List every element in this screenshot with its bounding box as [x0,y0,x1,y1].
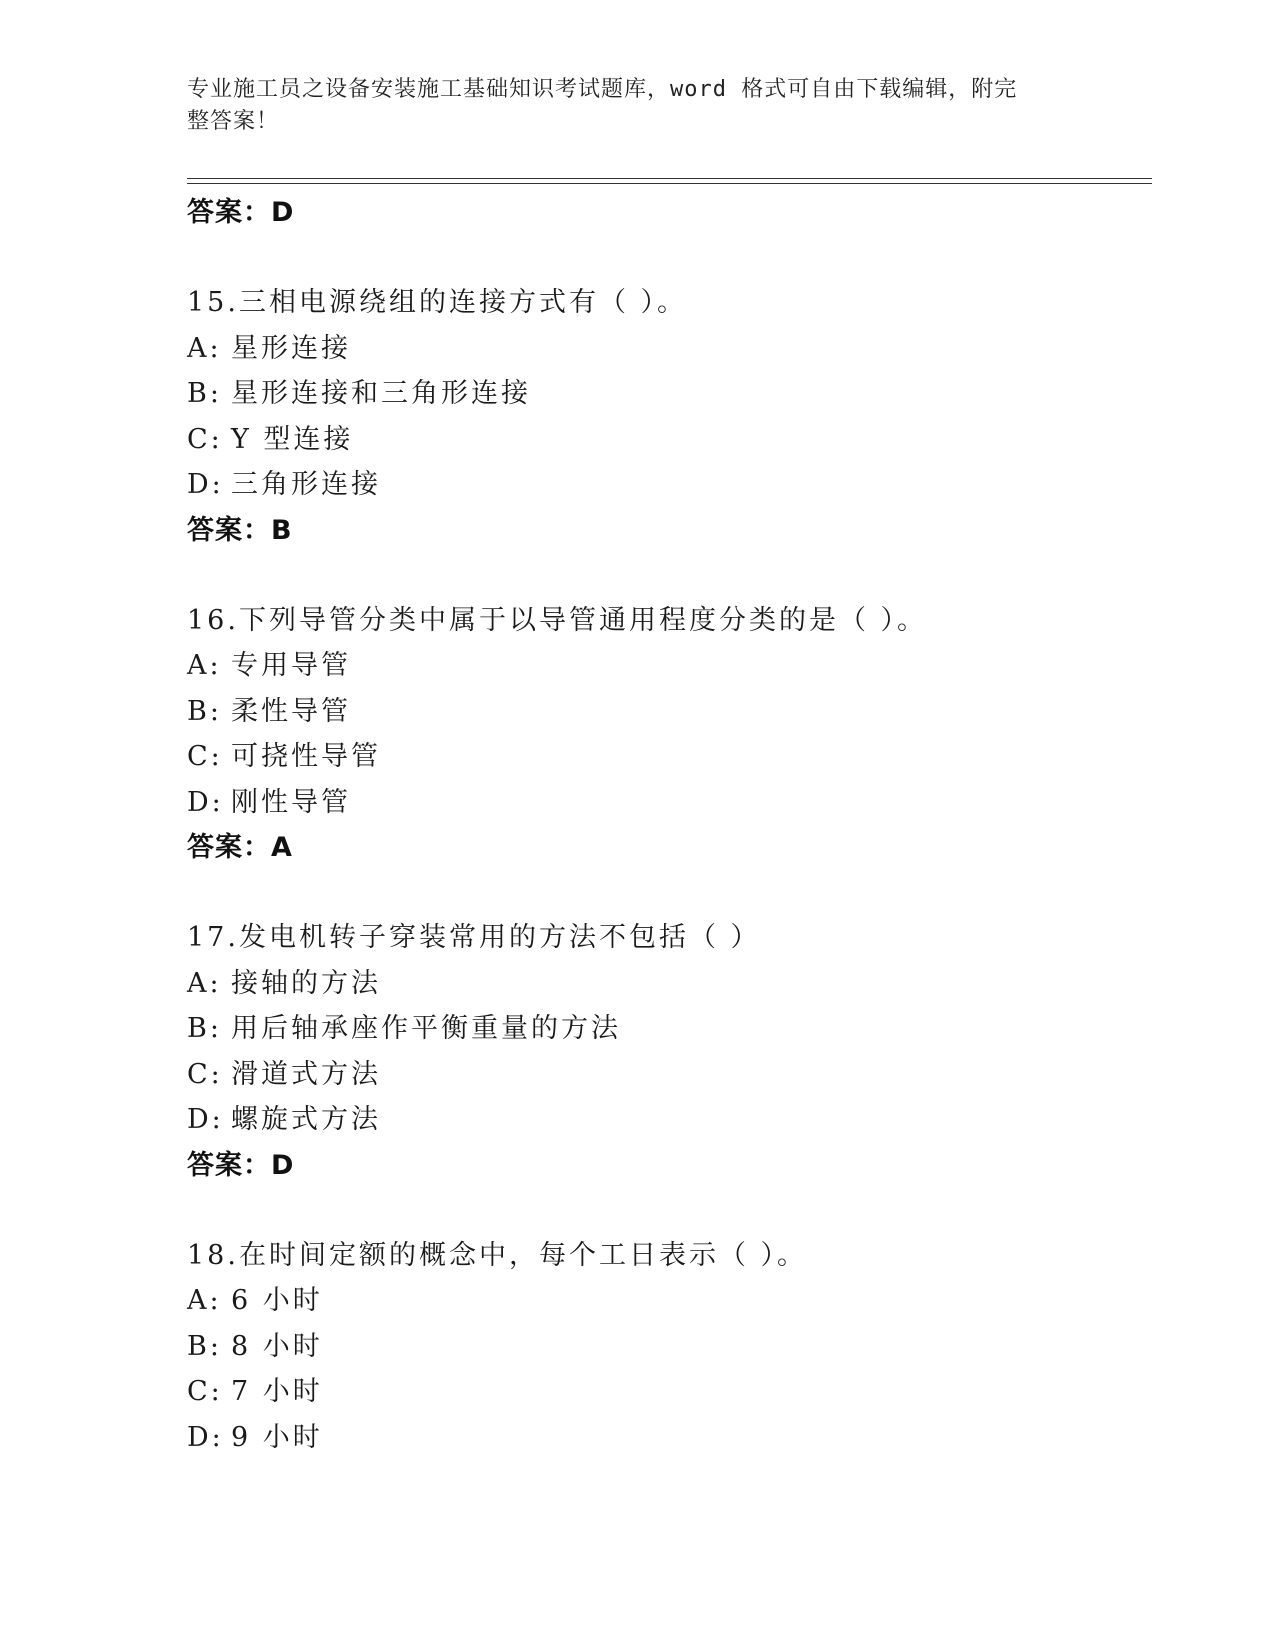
option-c [187,1369,1152,1415]
option-letter: A: [187,332,222,364]
option-letter: B: [187,1330,222,1362]
question-16 [187,598,1152,872]
option-text: 6 小时 [231,1285,323,1316]
header-line-2: 整答案！ [187,109,280,134]
option-a [187,326,1152,372]
option-text: 星形连接 [231,332,351,364]
option-c [187,1052,1152,1098]
question-17 [187,915,1152,1189]
option-b [187,1006,1152,1052]
option-text: Y 型连接 [231,423,354,455]
option-a [187,961,1152,1007]
option-letter: D: [187,1421,224,1453]
option-text: 可挠性导管 [231,741,381,772]
header-line-1: 专业施工员之设备安装施工基础知识考试题库，word 格式可自由下载编辑，附完 [187,77,1018,102]
option-text: 7 小时 [231,1376,323,1407]
option-text: 用后轴承座作平衡重量的方法 [231,1013,621,1044]
option-text: 专用导管 [231,650,351,681]
option-letter: C: [187,1058,223,1090]
option-text: 螺旋式方法 [231,1104,381,1135]
option-letter: A: [187,1285,222,1316]
option-letter: A: [187,967,222,999]
option-letter: D: [187,469,224,500]
option-letter: B: [187,1013,222,1044]
option-text: 9 小时 [231,1421,323,1453]
option-text: 接轴的方法 [231,967,381,999]
question-15 [187,280,1152,554]
option-d [187,780,1152,826]
answer-label: 答案：D [187,197,295,228]
option-c [187,417,1152,463]
option-letter: D: [187,786,224,818]
question-stem: 18.在时间定额的概念中，每个工日表示（ ）。 [187,1239,808,1271]
option-b [187,371,1152,417]
answer-label: 答案：A [187,832,293,863]
option-text: 滑道式方法 [231,1058,381,1090]
document-header [187,74,1067,138]
option-b [187,689,1152,735]
option-letter: B: [187,378,222,409]
option-b [187,1324,1152,1370]
option-d [187,462,1152,508]
option-letter: B: [187,695,222,727]
option-a [187,1278,1152,1324]
question-list [187,190,1152,1460]
header-divider-bottom [187,183,1152,184]
option-text: 柔性导管 [231,695,351,727]
question-18 [187,1233,1152,1461]
option-letter: C: [187,423,223,455]
option-letter: A: [187,650,222,681]
question-stem: 17.发电机转子穿装常用的方法不包括（ ） [187,922,761,953]
question-stem: 15.三相电源绕组的连接方式有（ ）。 [187,287,688,318]
option-d [187,1415,1152,1461]
option-letter: C: [187,1376,223,1407]
header-divider-top [187,178,1152,179]
option-text: 刚性导管 [231,786,351,818]
option-text: 星形连接和三角形连接 [231,378,531,409]
option-letter: D: [187,1104,224,1135]
option-c [187,734,1152,780]
option-text: 8 小时 [231,1330,323,1362]
answer-label: 答案：B [187,514,293,546]
question-stem: 16.下列导管分类中属于以导管通用程度分类的是（ ）。 [187,604,928,636]
option-a [187,643,1152,689]
option-text: 三角形连接 [231,469,381,500]
option-d [187,1097,1152,1143]
answer-label: 答案：D [187,1149,295,1181]
option-letter: C: [187,741,223,772]
